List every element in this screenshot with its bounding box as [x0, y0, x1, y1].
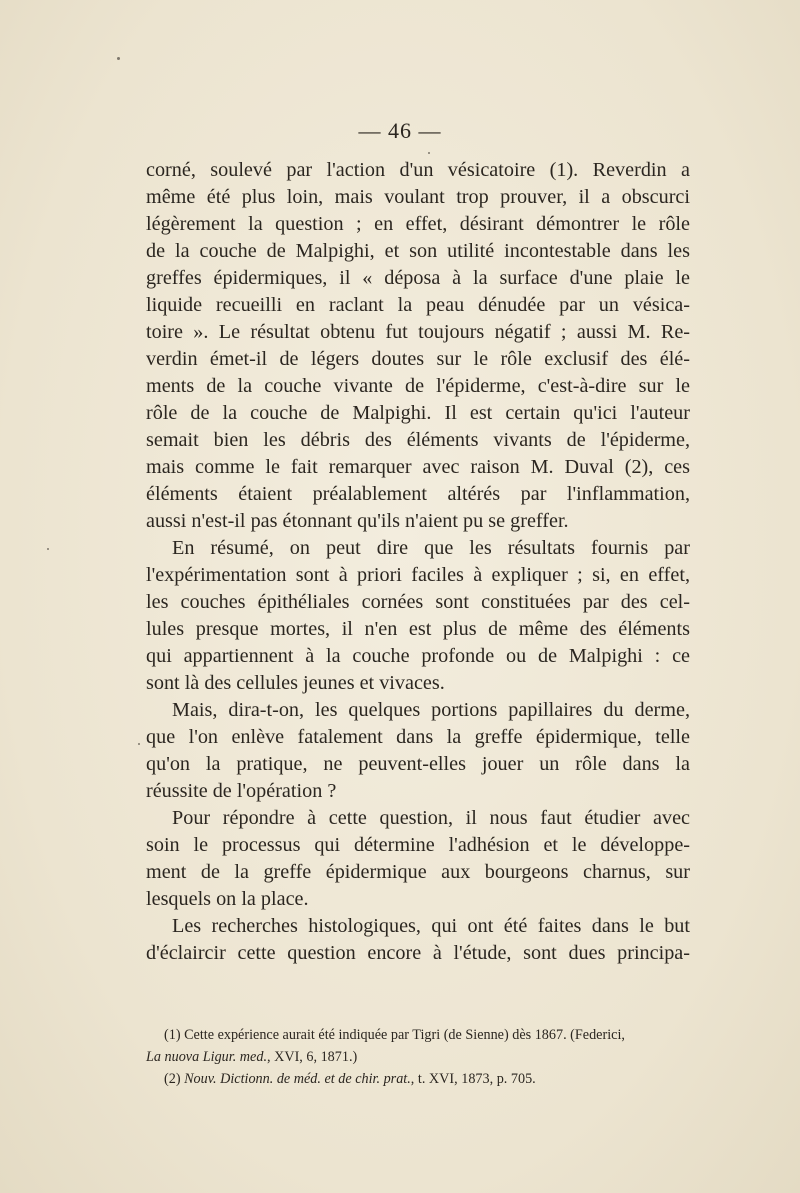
text-line: Mais, dira-t-on, les quelques portions papillaires du derme, — [172, 699, 690, 721]
text-line: qui appartiennent à la couche profonde ou de Malpighi : ce — [146, 645, 690, 667]
paper-speck — [47, 548, 49, 550]
text-line: ments de la couche vivante de l'épiderme, c'est-à-dire sur le — [146, 375, 690, 397]
text-line: lules presque mortes, il n'en est plus de même des éléments — [146, 618, 690, 640]
footnote-1-ref: , XVI, 6, 1871.) — [267, 1049, 358, 1065]
text-line: éléments étaient préalablement altérés par l'inflammation, — [146, 483, 690, 505]
text-line: sont là des cellules jeunes et vivaces. — [146, 672, 445, 694]
text-line: En résumé, on peut dire que les résultats fournis par — [172, 537, 690, 559]
text-line: les couches épithéliales cornées sont constituées par des cel- — [146, 591, 690, 613]
footnote-2-num: (2) — [164, 1071, 185, 1087]
text-line: rôle de la couche de Malpighi. Il est certain qu'ici l'auteur — [146, 402, 690, 424]
footnote-2 — [146, 1068, 690, 1090]
text-line: qu'on la pratique, ne peuvent-elles jouer un rôle dans la — [146, 753, 690, 775]
text-line: réussite de l'opération ? — [146, 780, 337, 802]
paragraph-4 — [146, 805, 690, 913]
page-number: — 46 — — [358, 118, 442, 143]
paragraph-3 — [146, 697, 690, 805]
paragraph-1 — [146, 157, 690, 535]
text-line: soin le processus qui détermine l'adhésion et le développe- — [146, 834, 690, 856]
paper-speck — [117, 57, 120, 60]
text-line: toire ». Le résultat obtenu fut toujours négatif ; aussi M. Re- — [146, 321, 690, 343]
main-text — [146, 157, 690, 967]
footnote-1-line-2 — [146, 1046, 690, 1068]
paragraph-2 — [146, 535, 690, 697]
footnote-2-title: Nouv. Dictionn. de méd. et de chir. prat. — [184, 1071, 411, 1087]
text-line: ment de la greffe épidermique aux bourgeons charnus, sur — [146, 861, 690, 883]
footnote-1-journal: La nuova Ligur. med. — [146, 1049, 267, 1065]
text-line: légèrement la question ; en effet, désirant démontrer le rôle — [146, 213, 690, 235]
footnote-1-line-1: (1) Cette expérience aurait été indiquée par Tigri (de Sienne) dès 1867. (Federici, — [164, 1027, 625, 1043]
paragraph-5 — [146, 913, 690, 967]
text-line: verdin émet-il de légers doutes sur le rôle exclusif des élé- — [146, 348, 690, 370]
text-line: corné, soulevé par l'action d'un vésicatoire (1). Reverdin a — [146, 159, 690, 181]
text-line: que l'on enlève fatalement dans la greffe épidermique, telle — [146, 726, 690, 748]
text-line: l'expérimentation sont à priori faciles à expliquer ; si, en effet, — [146, 564, 690, 586]
text-line: greffes épidermiques, il « déposa à la surface d'une plaie le — [146, 267, 690, 289]
text-line: mais comme le fait remarquer avec raison M. Duval (2), ces — [146, 456, 690, 478]
paper-speck — [428, 152, 430, 154]
text-line: Pour répondre à cette question, il nous faut étudier avec — [172, 807, 690, 829]
text-line: liquide recueilli en raclant la peau dénudée par un vésica- — [146, 294, 690, 316]
text-line: Les recherches histologiques, qui ont été faites dans le but — [172, 915, 690, 937]
text-line: même été plus loin, mais voulant trop prouver, il a obscurci — [146, 186, 690, 208]
text-line: semait bien les débris des éléments vivants de l'épiderme, — [146, 429, 690, 451]
text-line: d'éclaircir cette question encore à l'étude, sont dues principa- — [146, 942, 690, 964]
text-line: de la couche de Malpighi, et son utilité incontestable dans les — [146, 240, 690, 262]
footnotes — [146, 1024, 690, 1090]
footnote-2-ref: , t. XVI, 1873, p. 705. — [410, 1071, 536, 1087]
text-line: aussi n'est-il pas étonnant qu'ils n'aient pu se greffer. — [146, 510, 569, 532]
text-line: lesquels on la place. — [146, 888, 309, 910]
paper-speck — [138, 743, 140, 745]
